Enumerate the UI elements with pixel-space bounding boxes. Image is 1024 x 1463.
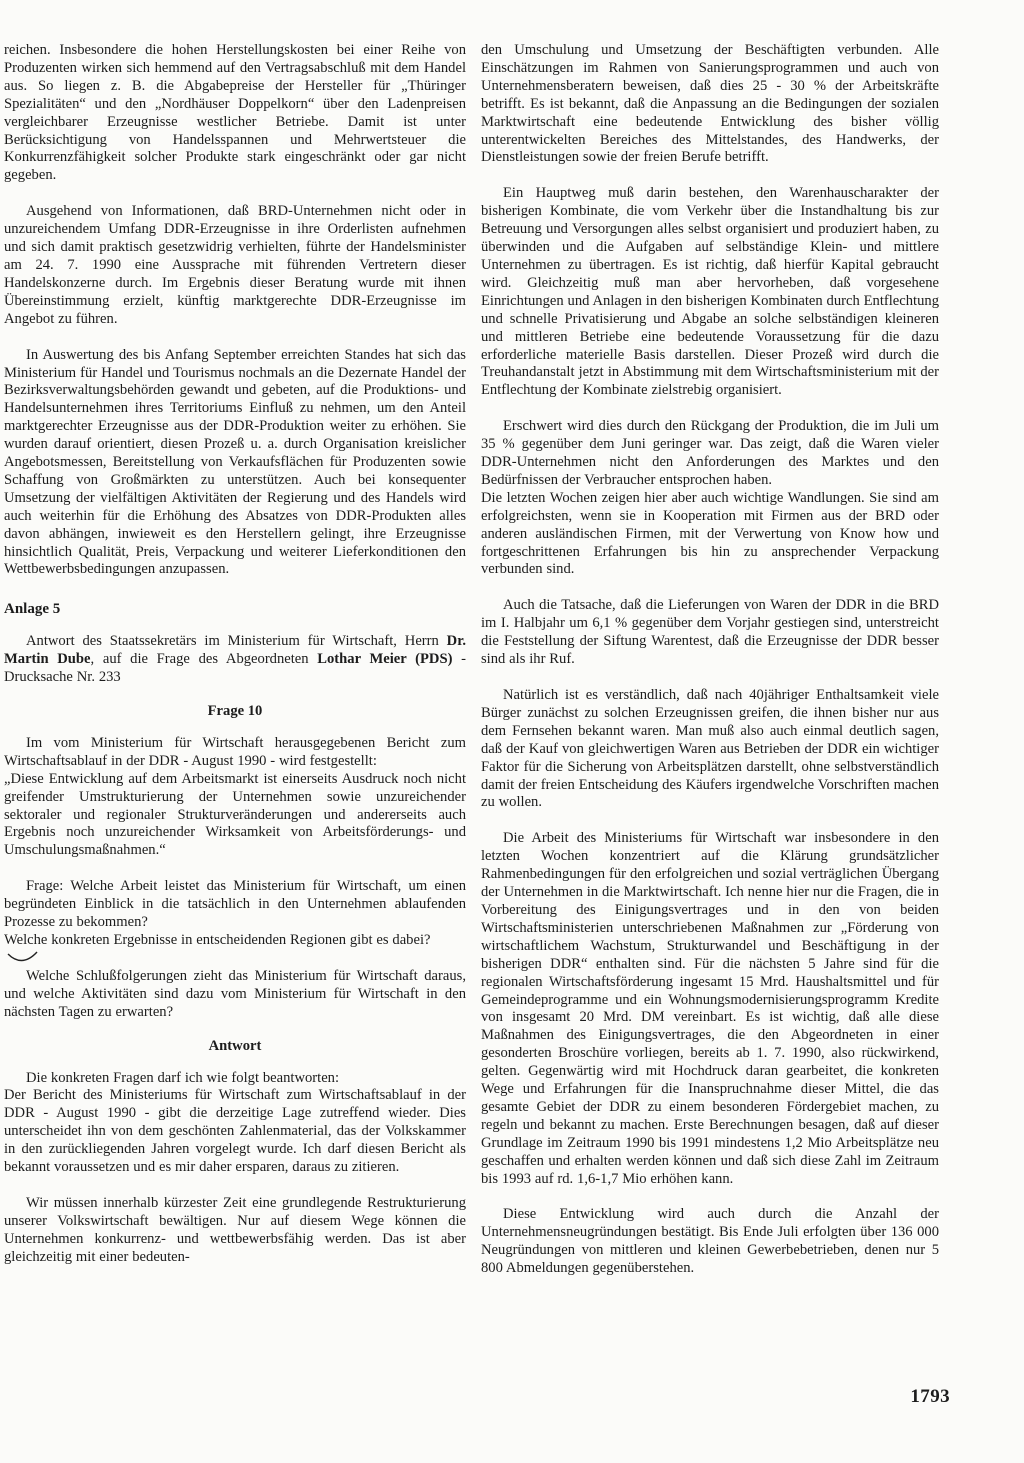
paragraph: Frage: Welche Arbeit leistet das Ministerium für Wirtschaft, um einen begründeten Einblick in die tatsächlich in den Unternehmen ablaufenden Prozesse zu bekommen? bbox=[4, 878, 466, 931]
answer-intro-mid: , auf die Frage des Abgeordneten bbox=[90, 651, 318, 668]
paragraph: Erschwert wird dies durch den Rückgang der Produktion, die im Juli um 35 % gegenüber dem Juni geringer war. Das zeigt, daß die Waren vieler DDR-Unternehmen nicht den Anforderungen des Marktes und den Bedürfnissen der Verbraucher entsprochen haben. bbox=[481, 418, 939, 488]
quotation: „Diese Entwicklung auf dem Arbeitsmarkt ist einerseits Ausdruck noch nicht greifender Umstrukturierung der Unternehmen sowie unzureichender sektoraler und regionaler Strukturveränderungen und andererseits auch Ergebnis noch unzureichender Wirksamkeit von Arbeitsförderungs- und Umschulungsmaßnahmen.“ bbox=[4, 770, 466, 859]
right-column bbox=[481, 42, 939, 1278]
paragraph: Die Arbeit des Ministeriums für Wirtschaft war insbesondere in den letzten Wochen konzentriert auf die Klärung grundsätzlicher Rahmenbedingungen für den erfolgreichen und sozial verträglichen Übergang der Unternehmen in die Marktwirtschaft. Ich nenne hier nur die Fragen, die in Vorbereitung des Einigungsvertrages und in den von beiden Wirtschaftsministerien unterschriebenen Maßnahmen zur „Förderung von wirtschaftlichem Wachstum, Strukturwandel und Beschäftigung in der bisherigen DDR“ enthalten sind. Für die nächsten 5 Jahre sind für die regionalen Wirtschaftsförderung ingesamt 15 Mrd. Haushaltsmittel und für Gemeindeprogramme und ein Wohnungsmodernisierungsprogramm Kredite von insgesamt 20 Mrd. DM vereinbart. Es ist wichtig, daß alle diese Maßnahmen des Einigungsvertrages, die den Abgeordneten in einer gesonderten Broschüre vorliegen, bereits ab 1. 7. 1990, also rückwirkend, gelten. Gegenwärtig wird mit Hochdruck daran gearbeitet, die konkreten Wege und Erfahrungen für die Inanspruchnahme dieser Mittel, die das gesamte Gebiet der DDR zu einem besonderen Fördergebiet machen, zu regeln und bekannt zu machen. Erste Berechnungen besagen, daß auf dieser Grundlage im Zeitraum 1990 bis 1991 mindestens 1,2 Mio Arbeitsplätze neu geschaffen und erhalten werden können und daß sich diese Zahl im Zeitraum bis 1993 auf rd. 1,6-1,7 Mio erhöhen kann. bbox=[481, 830, 939, 1187]
answer-heading: Antwort bbox=[208, 1037, 262, 1054]
paragraph: den Umschulung und Umsetzung der Beschäftigten verbunden. Alle Einschätzungen im Rahmen von Sanierungsprogrammen und auch von Unternehmensberatern beweisen, daß dies 25 - 30 % der Arbeitskräfte betrifft. Es ist bekannt, daß die Anpassung an die Bedingungen der sozialen Marktwirtschaft eine bedeutende Entwicklung des bisher völlig unterentwickelten Bereiches des Mittelstandes, des Handwerks, der Dienstleistungen sowie der freien Berufe betrifft. bbox=[481, 42, 939, 166]
answer-intro-prefix: Antwort des Staatssekretärs im Ministerium für Wirtschaft, Herrn bbox=[26, 633, 447, 650]
paragraph: In Auswertung des bis Anfang September erreichten Standes hat sich das Ministerium für Handel und Tourismus nochmals an die Dezernate Handel der Bezirksverwaltungsbehörden gewandt und gebeten, auf die Produktions- und Handelsunternehmen ihres Territoriums Einfluß zu nehmen, um den Anteil marktgerechter Erzeugnisse aus der DDR-Produktion weiter zu erhöhen. Sie wurden darauf orientiert, diesen Prozeß u. a. durch Organisation kreislicher Angebotsmessen, Bereitstellung von Verkaufsflächen für Produzenten sowie Schaffung von Großmärkten zu unterstützen. Auch bei konsequenter Umsetzung der vielfältigen Aktivitäten der Regierung und des Handels wird auch weiterhin für die Erhöhung des Absatzes von DDR-Produkten alles davon abhängen, inwieweit es den Herstellern gelingt, ihre Erzeugnisse hinsichtlich Qualität, Preis, Verpackung und weiterer Lieferkonditionen den Wettbewerbsbedingungen anzupassen. bbox=[4, 346, 466, 578]
paragraph: Ein Hauptweg muß darin bestehen, den Warenhauscharakter der bisherigen Kombinate, die vom Verkehr über die Instandhaltung bis zur Betreuung und Versorgungen alles selbst organisiert und produziert haben, zu überwinden und die Aufgaben auf selbständige Klein- und mittlere Unternehmen zu übertragen. Es ist richtig, daß hierfür Kapital gebraucht wird. Gleichzeitig muß man aber hervorheben, daß vorgesehene Einrichtungen und Anlagen in den bisherigen Kombinaten durch Entflechtung und schnelle Privatisierung und Abgabe an solche selbständigen kleineren und mittleren Betriebe eine bedeutende Voraussetzung für die dazu erforderliche materielle Basis darstellen. Dieser Prozeß wird durch die Treuhandanstalt jetzt in Abstimmung mit dem Wirtschaftsministerium mit der Entflechtung der Kombinate zielstrebig organisiert. bbox=[481, 185, 939, 399]
paragraph: Diese Entwicklung wird auch durch die Anzahl der Unternehmensneugründungen bestätigt. Bis Ende Juli erfolgten über 136 000 Neugründungen von mittleren und kleinen Gewerbebetrieben, denen nur 5 800 Abmeldungen gegenüberstehen. bbox=[481, 1206, 939, 1277]
paragraph: Welche konkreten Ergebnisse in entscheidenden Regionen gibt es dabei? bbox=[4, 931, 431, 948]
paragraph: Natürlich ist es verständlich, daß nach 40jähriger Enthaltsamkeit viele Bürger zunächst zu solchen Erzeugnissen greifen, die ihnen bisher nur aus dem Fernsehen bekannt waren. Man muß also auch einmal deutlich sagen, daß der Kauf von gleichwertigen Waren aus Betrieben der DDR ein wichtiger Faktor für die Sicherung von Arbeitsplätzen darstellt, ohne selbstverständlich damit der freien Entscheidung des Käufers irgendwelche Vorschriften machen zu wollen. bbox=[481, 687, 939, 811]
answer-intro bbox=[4, 633, 466, 687]
paragraph: Im vom Ministerium für Wirtschaft herausgegebenen Bericht zum Wirtschaftsablauf in der DDR - August 1990 - wird festgestellt: bbox=[4, 734, 466, 769]
deputy-name: Lothar Meier (PDS) bbox=[317, 651, 453, 668]
paragraph: Die konkreten Fragen darf ich wie folgt beantworten: bbox=[26, 1069, 340, 1086]
paragraph: Welche Schlußfolgerungen zieht das Ministerium für Wirtschaft daraus, und welche Aktivitäten sind dazu vom Ministerium für Wirtschaft in den nächsten Tagen zu erwarten? bbox=[4, 967, 466, 1020]
page-number: 1793 bbox=[910, 1386, 950, 1407]
paragraph: reichen. Insbesondere die hohen Herstellungskosten bei einer Reihe von Produzenten wirken sich hemmend auf den Vertragsabschluß mit dem Handel aus. So liegen z. B. die Abgabepreise der Hersteller für „Thüringer Spezialitäten“ und den „Nordhäuser Doppelkorn“ über den Ladenpreisen vergleichbarer Erzeugnisse westlicher Betriebe. Damit ist unter Berücksichtigung von Handelsspannen und Mehrwertsteuer die Konkurrenzfähigkeit solcher Produkte stark eingeschränkt oder gar nicht gegeben. bbox=[4, 42, 466, 184]
answer-intro-suffix: - Drucksache Nr. 233 bbox=[4, 651, 466, 686]
paragraph: Auch die Tatsache, daß die Lieferungen von Waren der DDR in die BRD im I. Halbjahr um 6,1 % gegenüber dem Vorjahr gestiegen sind, unterstreicht die Feststellung der Siftung Warentest, daß die Erzeugnisse der DDR besser sind als ihr Ruf. bbox=[481, 597, 939, 668]
section-heading-anlage: Anlage 5 bbox=[4, 601, 61, 618]
pen-mark bbox=[6, 950, 40, 968]
paragraph: Die letzten Wochen zeigen hier aber auch wichtige Wandlungen. Sie sind am erfolgreichsten, wenn sie in Kooperation mit Firmen aus der BRD oder anderen ausländischen Firmen, mit der Verwertung von Know how und fortgeschrittenen Erfahrungen bis hin zu ansprechender Verpackung verbunden sind. bbox=[481, 489, 939, 578]
left-column bbox=[4, 42, 466, 1267]
paragraph: Ausgehend von Informationen, daß BRD-Unternehmen nicht oder in unzureichendem Umfang DDR-Erzeugnisse in ihre Orderlisten aufnehmen und sich damit praktisch gesetzwidrig verhielten, führte der Handelsminister am 24. 7. 1990 eine Aussprache mit führenden Vertretern dieser Handelskonzerne durch. Im Ergebnis dieser Beratung wurde mit ihnen Übereinstimmung erzielt, künftig marktgerechte DDR-Erzeugnisse im Angebot zu führen. bbox=[4, 203, 466, 327]
paragraph: Wir müssen innerhalb kürzester Zeit eine grundlegende Restrukturierung unserer Volkswirtschaft bewältigen. Nur auf diesem Wege können die Unternehmen konkurrenz- und wettbewerbsfähig werden. Das ist aber gleichzeitig mit einer bedeuten- bbox=[4, 1194, 466, 1265]
question-heading: Frage 10 bbox=[207, 703, 263, 719]
official-name: Dr. Martin Dube bbox=[4, 633, 466, 668]
paragraph: Der Bericht des Ministeriums für Wirtschaft zum Wirtschaftsablauf in der DDR - August 1990 - gibt die derzeitige Lage zutreffend wieder. Dies unterscheidet ihn von dem geschönten Zahlenmaterial, das der Volkskammer in den zurückliegenden Jahren vorgelegt wurde. Ich darf diesen Bericht als bekannt voraussetzen und es mir daher ersparen, daraus zu zitieren. bbox=[4, 1087, 466, 1176]
